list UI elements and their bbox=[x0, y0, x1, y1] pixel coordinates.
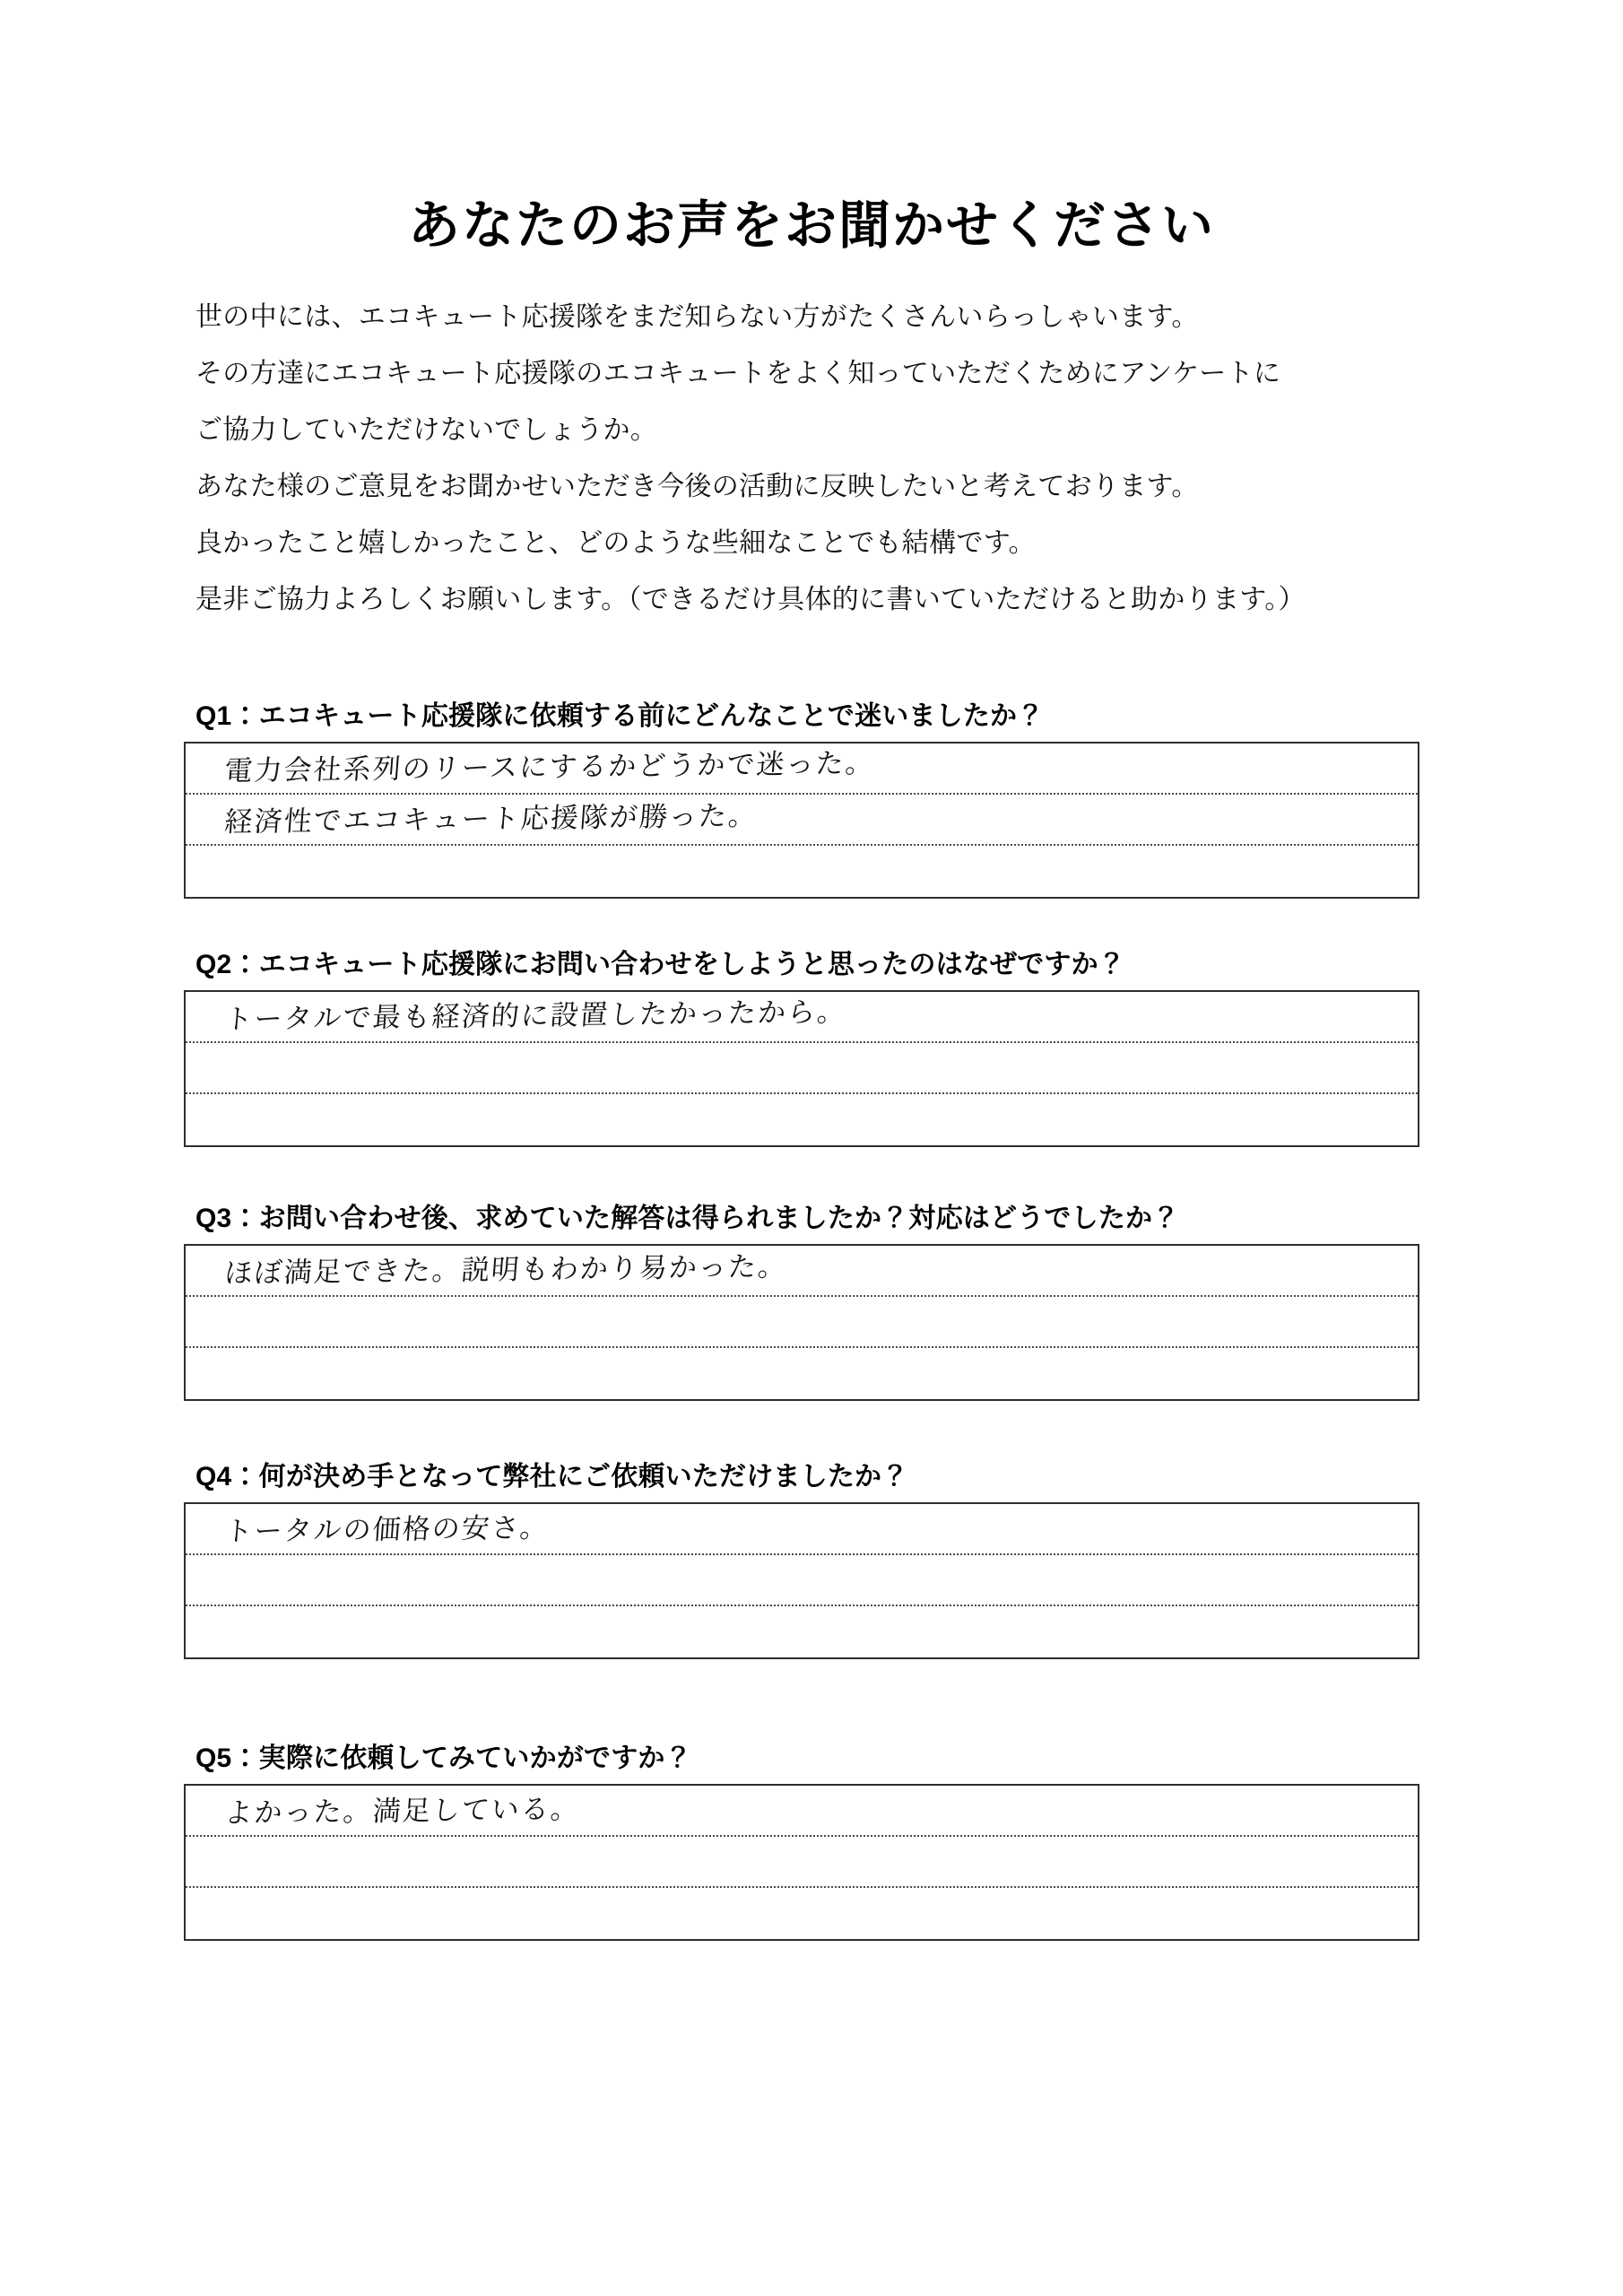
answer-box-q5[interactable] bbox=[184, 1784, 1419, 1941]
answer-row[interactable] bbox=[186, 1606, 1418, 1657]
intro-line: その方達にエコキュート応援隊のエコキュートをよく知っていただくためにアンケートに bbox=[195, 359, 1281, 388]
answer-row[interactable] bbox=[186, 744, 1418, 795]
answer-row[interactable] bbox=[186, 1348, 1418, 1399]
intro-line: ご協力していただけないでしょうか。 bbox=[195, 415, 658, 445]
intro-paragraph bbox=[195, 289, 1451, 628]
question-label-q1: Q1：エコキュート応援隊に依頼する前にどんなことで迷いましたか？ bbox=[195, 701, 1045, 731]
answer-box-q3[interactable] bbox=[184, 1244, 1419, 1401]
question-section-q1 bbox=[184, 700, 1419, 899]
handwritten-answer-line: 電力会社系列のリースにするかどうかで迷った。 bbox=[223, 747, 877, 788]
answer-row[interactable] bbox=[186, 1555, 1418, 1606]
answer-box-q2[interactable] bbox=[184, 990, 1419, 1147]
answer-box-q1[interactable] bbox=[184, 742, 1419, 899]
handwritten-answer-line: トータルの価格の安さ。 bbox=[223, 1511, 551, 1549]
handwritten-answer-line: ほぼ満足できた。説明もわかり易かった。 bbox=[223, 1250, 789, 1291]
answer-row[interactable] bbox=[186, 795, 1418, 846]
answer-row[interactable] bbox=[186, 1786, 1418, 1837]
answer-row[interactable] bbox=[186, 1837, 1418, 1888]
question-label-q4: Q4：何が決め手となって弊社にご依頼いただけましたか？ bbox=[195, 1462, 909, 1492]
question-section-q3 bbox=[184, 1202, 1419, 1401]
intro-line: 良かったこと嬉しかったこと、どのような些細なことでも結構です。 bbox=[195, 528, 1036, 558]
answer-box-q4[interactable] bbox=[184, 1502, 1419, 1659]
intro-line: あなた様のご意見をお聞かせいただき今後の活動に反映したいと考えております。 bbox=[195, 472, 1199, 501]
answer-row[interactable] bbox=[186, 992, 1418, 1043]
question-label-q2: Q2：エコキュート応援隊にお問い合わせをしようと思ったのはなぜですか？ bbox=[195, 950, 1126, 979]
page-title: あなたのお声をお聞かせください bbox=[407, 196, 1215, 255]
question-section-q5 bbox=[184, 1742, 1419, 1941]
handwritten-answer-line: 経済性でエコキュート応援隊が勝った。 bbox=[223, 799, 759, 839]
handwritten-answer-line: よかった。満足している。 bbox=[223, 1793, 582, 1831]
question-label-q5: Q5：実際に依頼してみていかがですか？ bbox=[195, 1744, 692, 1773]
handwritten-answer-line: トータルで最も経済的に設置したかったから。 bbox=[223, 996, 848, 1037]
answer-row[interactable] bbox=[186, 1297, 1418, 1348]
answer-row[interactable] bbox=[186, 1246, 1418, 1297]
question-section-q4 bbox=[184, 1460, 1419, 1659]
answer-row[interactable] bbox=[186, 1043, 1418, 1094]
question-section-q2 bbox=[184, 948, 1419, 1147]
question-label-q3: Q3：お問い合わせ後、求めていた解答は得られましたか？対応はどうでしたか？ bbox=[195, 1204, 1180, 1233]
answer-row[interactable] bbox=[186, 1094, 1418, 1145]
answer-row[interactable] bbox=[186, 1504, 1418, 1555]
intro-line: 是非ご協力よろしくお願いします。（できるだけ具体的に書いていただけると助かります。） bbox=[195, 585, 1306, 614]
intro-line: 世の中には、エコキュート応援隊をまだ知らない方がたくさんいらっしゃいます。 bbox=[195, 302, 1199, 332]
answer-row[interactable] bbox=[186, 1888, 1418, 1939]
answer-row[interactable] bbox=[186, 846, 1418, 897]
